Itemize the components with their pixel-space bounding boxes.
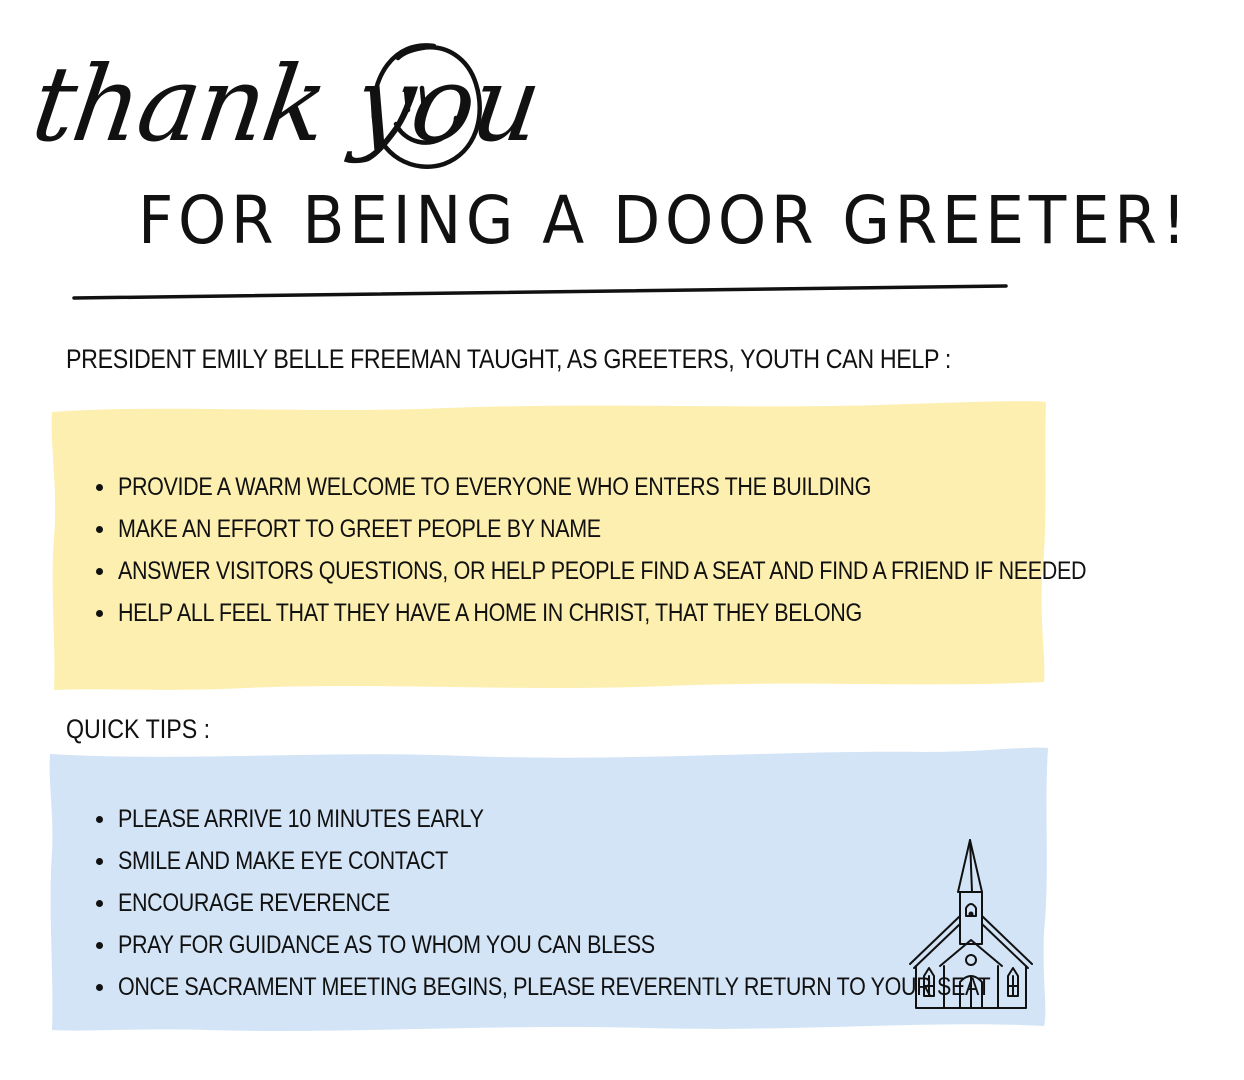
smiley-face-icon bbox=[364, 38, 490, 178]
bullet-icon bbox=[96, 900, 103, 907]
quick-tips-panel bbox=[46, 742, 1050, 1038]
list-item: PLEASE ARRIVE 10 MINUTES EARLY bbox=[92, 798, 1132, 840]
bullet-icon bbox=[96, 568, 103, 575]
bullet-icon bbox=[96, 816, 103, 823]
divider-line bbox=[72, 282, 1010, 306]
list-item: MAKE AN EFFORT TO GREET PEOPLE BY NAME bbox=[92, 508, 1244, 550]
list-item: ONCE SACRAMENT MEETING BEGINS, PLEASE REVERENTLY RETURN TO YOUR SEAT bbox=[92, 966, 1132, 1008]
list-item: HELP ALL FEEL THAT THEY HAVE A HOME IN CHRIST, THAT THEY BELONG bbox=[92, 592, 1244, 634]
bullet-icon bbox=[96, 858, 103, 865]
list-item: ENCOURAGE REVERENCE bbox=[92, 882, 1132, 924]
bullet-icon bbox=[96, 610, 103, 617]
help-list-panel bbox=[46, 398, 1087, 694]
church-icon bbox=[904, 836, 1038, 1014]
quick-tips-label: QUICK TIPS : bbox=[66, 714, 211, 744]
list-item: ANSWER VISITORS QUESTIONS, OR HELP PEOPLE FIND A SEAT AND FIND A FRIEND IF NEEDED bbox=[92, 550, 1244, 592]
bullet-icon bbox=[96, 484, 103, 491]
script-title: thank you bbox=[25, 43, 547, 165]
list-item: PRAY FOR GUIDANCE AS TO WHOM YOU CAN BLESS bbox=[92, 924, 1132, 966]
help-list bbox=[92, 466, 1244, 634]
bullet-icon bbox=[96, 942, 103, 949]
page-subtitle: FOR BEING A DOOR GREETER! bbox=[138, 182, 1191, 259]
bullet-icon bbox=[96, 984, 103, 991]
bullet-icon bbox=[96, 526, 103, 533]
list-item: SMILE AND MAKE EYE CONTACT bbox=[92, 840, 1132, 882]
intro-text: PRESIDENT EMILY BELLE FREEMAN TAUGHT, AS GREETERS, YOUTH CAN HELP : bbox=[66, 344, 951, 374]
list-item: PROVIDE A WARM WELCOME TO EVERYONE WHO ENTERS THE BUILDING bbox=[92, 466, 1244, 508]
